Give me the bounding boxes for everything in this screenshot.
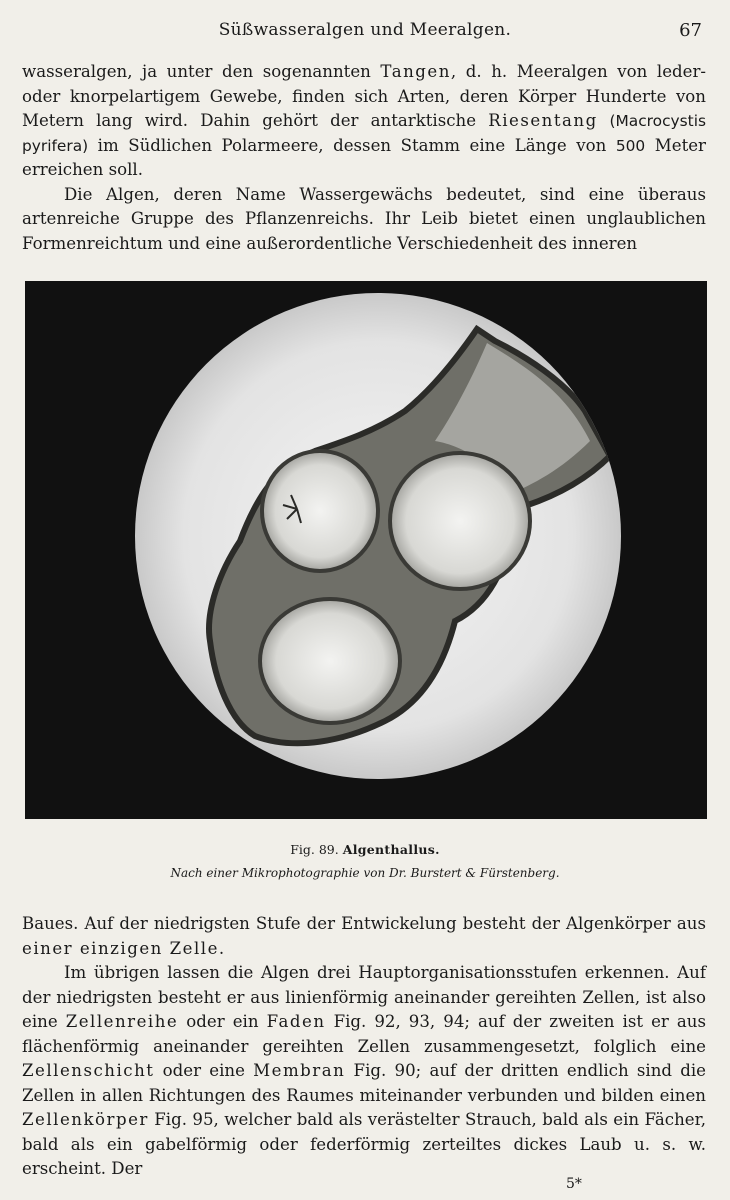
emphasis-zellenschicht: Zellenschicht [22,1061,155,1080]
text-run: Fig. 92, 93, 94; auf der zweiten ist er aus flächenförmig aneinander gereihten Zellen zusammengesetzt, folglich eine [22,1012,706,1056]
running-head: Süßwasseralgen und Meeralgen. [218,20,512,40]
latin-name: (Macrocystis pyrifera) [22,112,706,155]
emphasis-zellenkoerper: Zellenkörper [22,1110,149,1129]
figure-algenthallus [25,281,707,819]
page-header [20,20,710,46]
figure-label: Fig. 89. [290,842,339,857]
emphasis-einzelle: einer einzigen Zelle [22,938,219,958]
text-run: . [218,938,225,958]
number-500: 500 [615,136,646,155]
sheet-signature: 5* [566,1176,582,1192]
emphasis-zellenreihe: Zellenreihe [65,1012,179,1031]
figure-credit: Nach einer Mikrophotographie von Dr. Burstert & Fürstenberg. [170,866,560,880]
micrograph-image [25,281,707,819]
figure-caption [20,842,710,857]
text-run: im Südlichen Polarmeere, dessen Stamm eine Länge von [88,135,616,155]
emphasis-tangen: Tangen [380,62,451,81]
text-run: oder eine [154,1061,254,1080]
emphasis-riesentang: Riesentang [488,111,598,130]
emphasis-faden: Faden [266,1012,326,1031]
paragraph-macrocystis [22,60,706,183]
paragraph-organisation-stages [22,961,706,1182]
body-text-bottom [22,912,706,1182]
paragraph-algae-intro: Die Algen, deren Name Wassergewächs bedeutet, sind eine überaus artenreiche Gruppe des Pflanzenreichs. Ihr Leib bietet einen unglaublichen Formenreichtum und eine außerordentliche Verschiedenheit des inneren [22,184,706,253]
emphasis-membran: Membran [253,1061,346,1080]
figure-title: Algenthallus. [342,842,440,857]
paragraph-single-cell [22,912,706,961]
text-run: Fig. 95, welcher bald als verästelter Strauch, bald als ein Fächer, bald als ein gabelförmig oder federförmig zerteiltes dickes Laub u. s. w. erscheint. Der [22,1110,706,1178]
text-run: Fig. 90; auf der dritten endlich sind die Zellen in allen Richtungen des Raumes miteinander verbunden und bilden einen [22,1061,707,1105]
text-run: , d. h. Meeralgen von leder- oder knorpelartigem Gewebe, finden sich Arten, deren Körper Hunderte von Metern lang wird. Dahin gehört der antarktische [22,62,706,130]
text-run: Baues. Auf der niedrigsten Stufe der Entwickelung besteht der Algenkörper aus [22,914,706,933]
text-run: Im übrigen lassen die Algen drei Hauptorganisationsstufen erkennen. Auf der niedrigsten besteht er aus linienförmig aneinander gereihten Zellen, ist also eine [22,963,706,1031]
text-run: Meter erreichen soll. [22,135,706,179]
text-run: wasseralgen, ja unter den sogenannten [22,62,381,81]
text-run: oder ein [178,1012,267,1031]
body-text-top [22,60,706,256]
page-number: 67 [679,20,702,41]
